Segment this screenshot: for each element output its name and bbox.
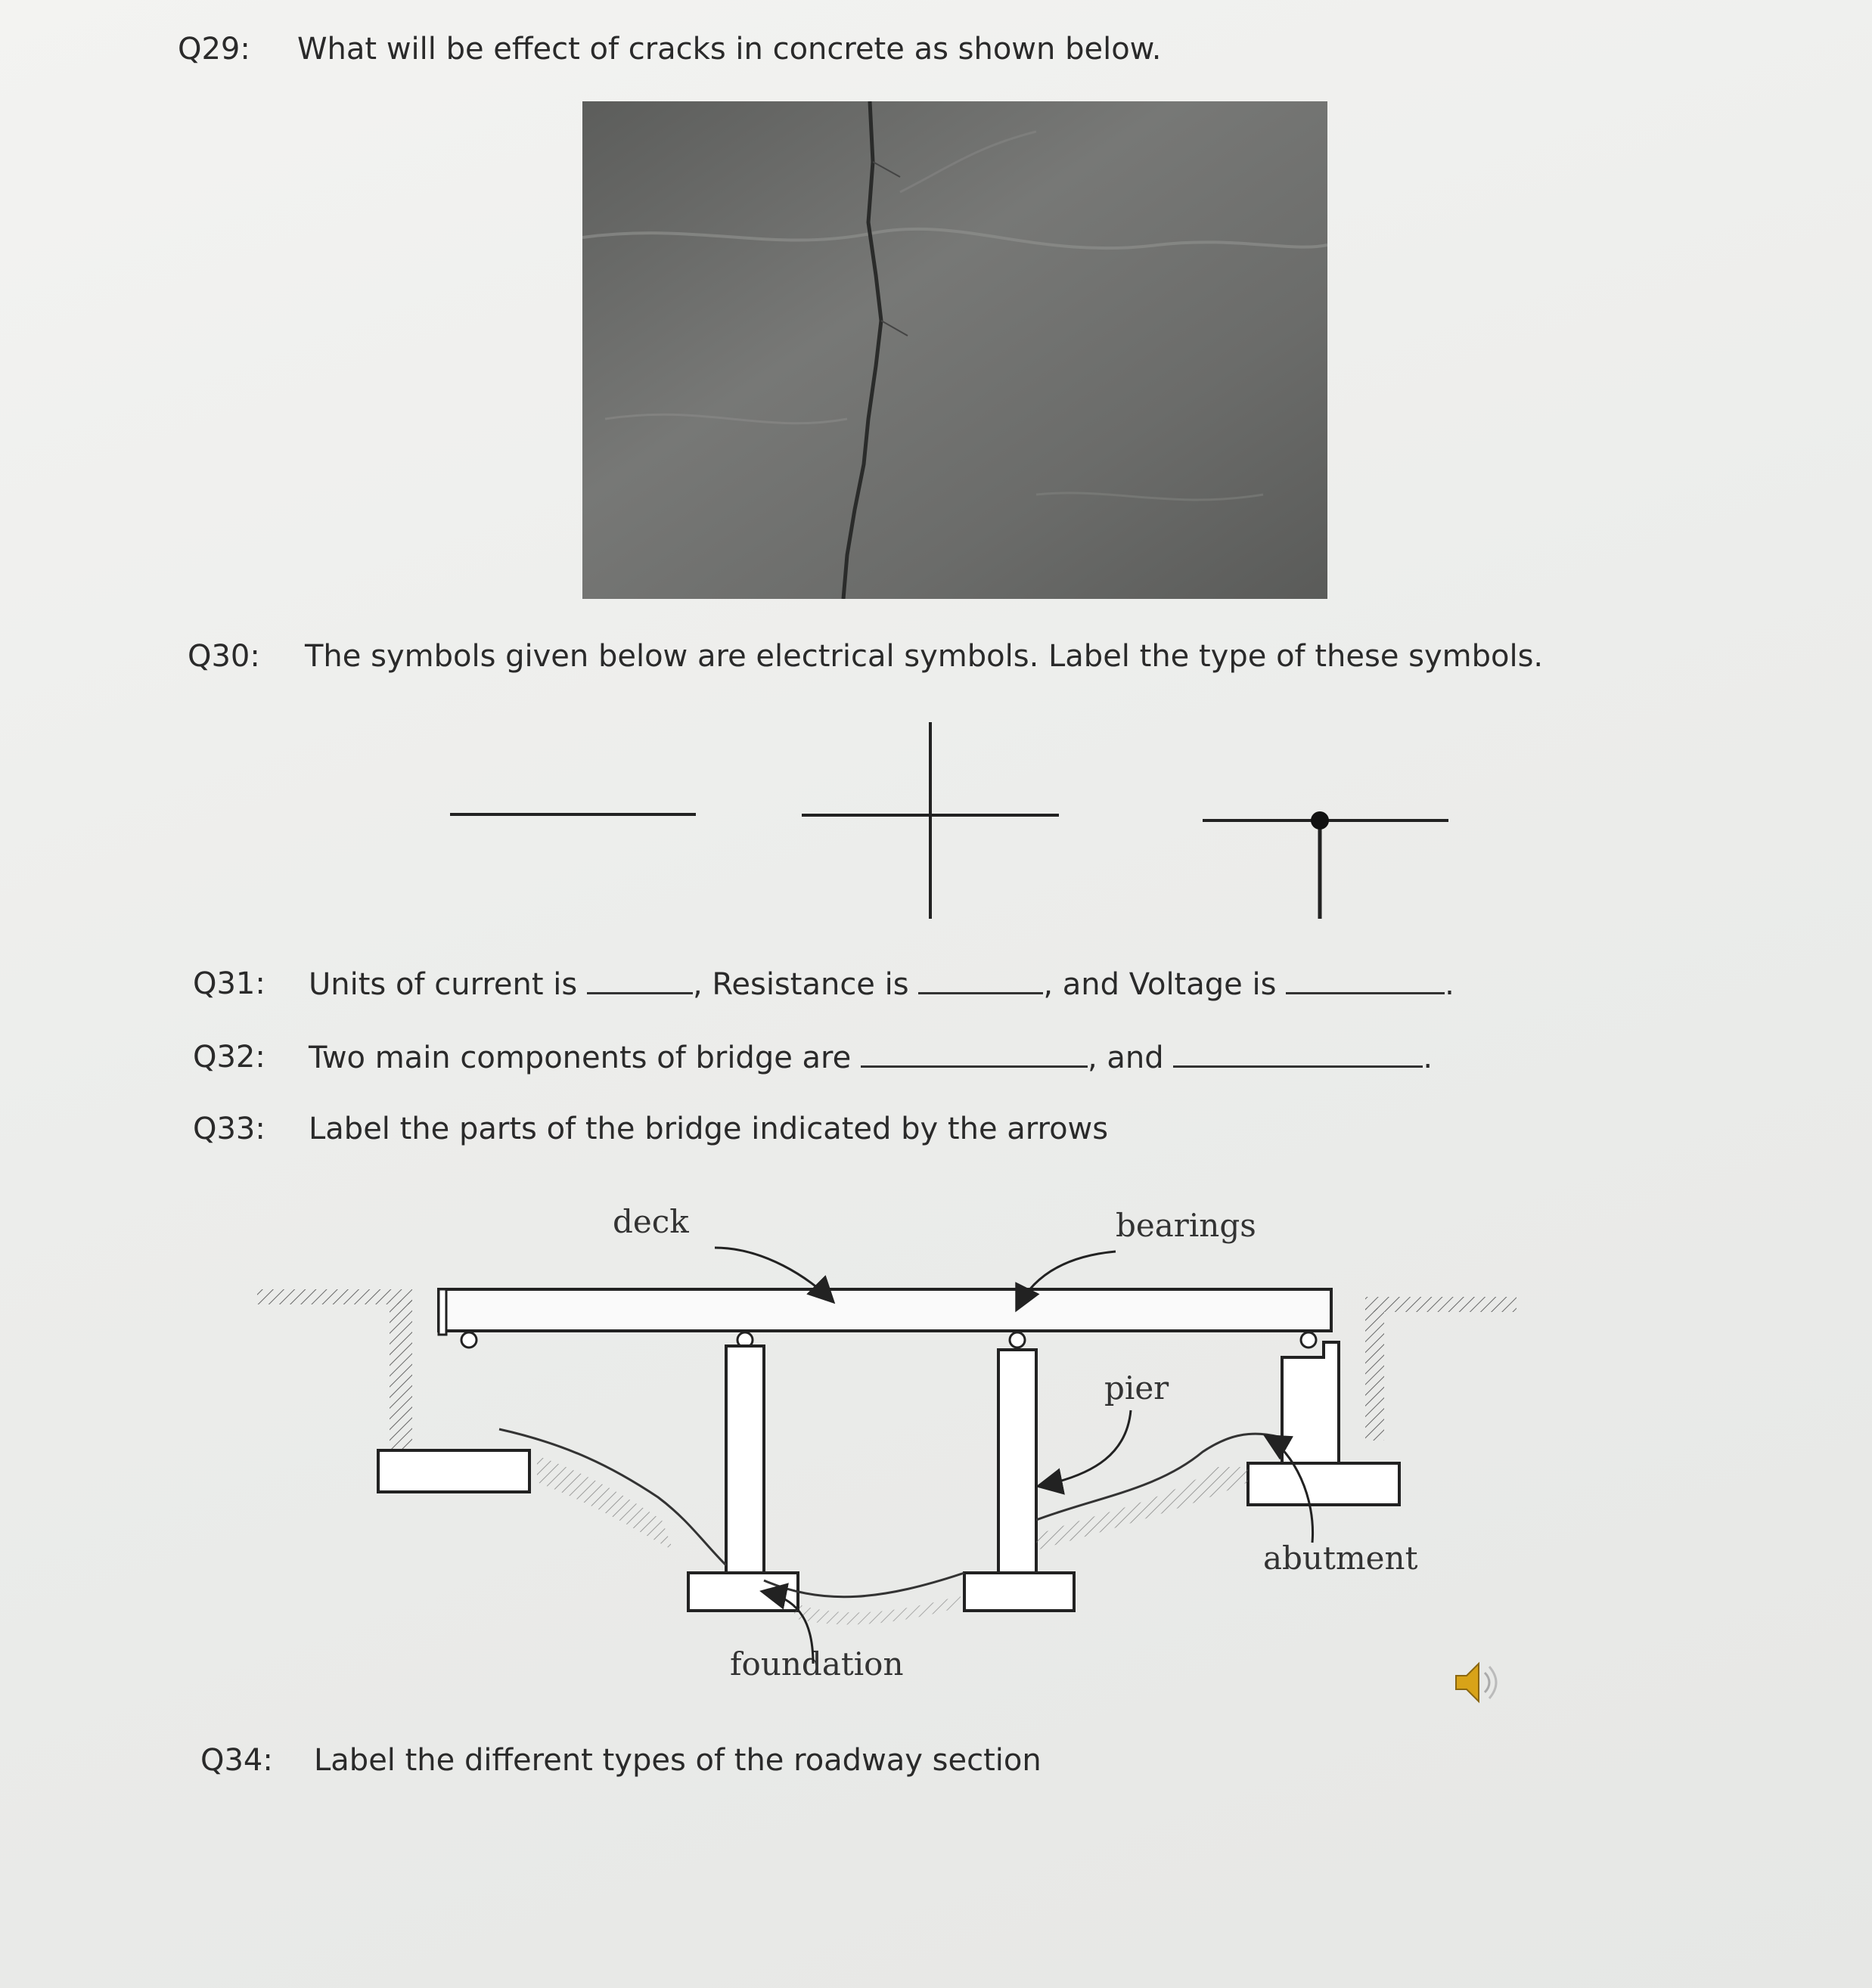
label-abutment: abutment — [1263, 1540, 1418, 1577]
question-number: Q32: — [193, 1040, 265, 1075]
q32-part2: , and — [1087, 1041, 1164, 1075]
question-text: Label the parts of the bridge indicated by the arrows — [309, 1112, 1109, 1146]
question-33 — [193, 1112, 1109, 1146]
q31-part1: Units of current is — [309, 967, 578, 1002]
resistance-unit-blank[interactable] — [918, 966, 1043, 994]
question-32 — [193, 1040, 1433, 1075]
question-34 — [200, 1743, 1042, 1778]
wires-joined-symbol — [1203, 811, 1448, 919]
bridge-component-1-blank[interactable] — [861, 1040, 1088, 1068]
concrete-crack-photo — [582, 101, 1327, 599]
question-text — [309, 1040, 1433, 1075]
foundation-right — [964, 1573, 1074, 1611]
deck-beam — [439, 1289, 1331, 1331]
q32-end: . — [1423, 1041, 1433, 1075]
question-number: Q31: — [193, 966, 265, 1001]
question-number: Q33: — [193, 1112, 265, 1146]
question-number: Q30: — [188, 639, 260, 674]
voltage-unit-blank[interactable] — [1286, 966, 1445, 994]
current-unit-blank[interactable] — [587, 966, 693, 994]
abutment-right — [1282, 1342, 1339, 1467]
question-text: The symbols given below are electrical symbols. Label the type of these symbols. — [305, 639, 1544, 674]
arrow-pier — [1040, 1410, 1131, 1486]
bridge-diagram — [250, 1195, 1535, 1724]
q31-part2: , Resistance is — [692, 967, 909, 1002]
q32-part1: Two main components of bridge are — [309, 1041, 852, 1075]
right-abutment-footing — [1248, 1463, 1399, 1505]
electrical-symbols — [439, 711, 1467, 930]
left-abutment-footing — [378, 1450, 529, 1492]
q31-part3: , and Voltage is — [1043, 967, 1277, 1002]
label-foundation: foundation — [730, 1645, 904, 1683]
question-number: Q29: — [178, 32, 250, 67]
label-bearings: bearings — [1116, 1207, 1256, 1244]
speaker-icon[interactable] — [1448, 1656, 1501, 1709]
question-text: What will be effect of cracks in concrete as shown below. — [297, 32, 1162, 67]
question-text: Label the different types of the roadway section — [314, 1743, 1042, 1778]
pier-left — [726, 1346, 764, 1596]
pier-right — [998, 1350, 1036, 1596]
question-29 — [178, 32, 1162, 67]
question-text — [309, 966, 1454, 1002]
label-pier: pier — [1104, 1369, 1169, 1406]
wires-crossing-symbol — [802, 722, 1059, 919]
foundation-left — [688, 1573, 798, 1611]
question-30 — [188, 639, 1544, 674]
label-deck: deck — [613, 1203, 689, 1240]
q31-end: . — [1445, 967, 1454, 1002]
question-number: Q34: — [200, 1743, 273, 1778]
bridge-component-2-blank[interactable] — [1173, 1040, 1423, 1068]
question-31 — [193, 966, 1454, 1002]
